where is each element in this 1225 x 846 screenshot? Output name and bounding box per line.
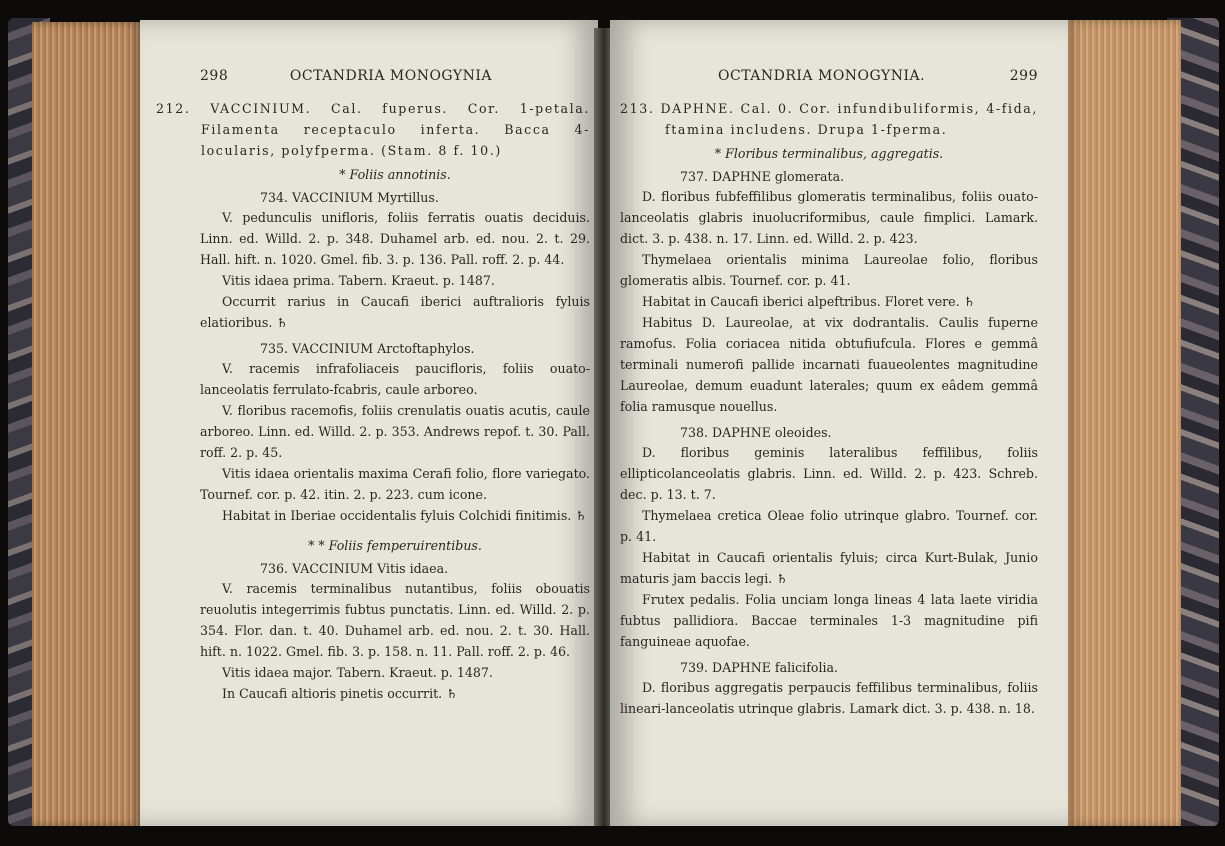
- text-739-1: D. floribus aggregatis perpaucis feffilibus terminalibus, foliis lineari-lanceolatis utrinque glabris. Lamark dict. 3. p. 438. n. 18.: [620, 680, 1038, 716]
- genus-vaccinium: 212. VACCINIUM. Cal. fuperus. Cor. 1-petala. Filamenta receptaculo inferta. Bacca 4-locularis, polyfperma. (Stam. 8 f. 10.): [156, 101, 590, 158]
- text-738-4: Frutex pedalis. Folia unciam longa lineas 4 lata laete viridia fubtus pallidiora. Baccae terminales 1-3 magnitudine pifi fanguineae aquofae.: [620, 592, 1038, 649]
- right-page: [610, 20, 1068, 826]
- text-736-2: Vitis idaea major. Tabern. Kraeut. p. 1487.: [222, 665, 493, 680]
- subhead-floribus-terminalibus: * Floribus terminalibus, aggregatis.: [714, 146, 944, 161]
- heading-735: 735. VACCINIUM Arctoftaphylos.: [260, 341, 475, 356]
- right-running-head: [620, 68, 1038, 84]
- left-running-head: [200, 68, 590, 84]
- genus-daphne: 213. DAPHNE. Cal. 0. Cor. infundibuliformis, 4-fida, ftamina includens. Drupa 1-fperma.: [620, 101, 1038, 137]
- text-734-3: Occurrit rarius in Caucafi iberici auftralioris fyluis elatioribus. ♄: [200, 294, 590, 330]
- heading-738: 738. DAPHNE oleoides.: [680, 425, 832, 440]
- right-page-edges: [1066, 20, 1181, 826]
- subhead-foliis-annotinis: * Foliis annotinis.: [339, 167, 451, 182]
- text-738-2: Thymelaea cretica Oleae folio utrinque glabro. Tournef. cor. p. 41.: [620, 508, 1038, 544]
- text-734-1: V. pedunculis unifloris, foliis ferratis ouatis deciduis. Linn. ed. Willd. 2. p. 348. Duhamel arb. ed. nou. 2. t. 29. Hall. hift. n. 1020. Gmel. fib. 3. p. 136. Pall. roff. 2. p. 44.: [200, 210, 590, 267]
- text-735-4: Habitat in Iberiae occidentalis fyluis Colchidi finitimis. ♄: [222, 508, 587, 523]
- text-735-1: V. racemis infrafoliaceis paucifloris, foliis ouato-lanceolatis ferrulato-fcabris, caule arboreo.: [200, 361, 590, 397]
- left-page-number: 298: [200, 68, 229, 84]
- subhead-foliis-femperuirentibus: * * Foliis femperuirentibus.: [308, 538, 482, 553]
- text-737-4: Habitus D. Laureolae, at vix dodrantalis. Caulis fuperne ramofus. Folia coriacea nitida obtufiufcula. Flores e gemmâ terminali numerofi pallide incarnati fuaueolentes magnitudine Laureolae, demum euadunt laterales; quum ex eâdem gemmâ folia ramusque nouellus.: [620, 315, 1038, 414]
- text-735-2: V. floribus racemofis, foliis crenulatis ouatis acutis, caule arboreo. Linn. ed. Willd. 2. p. 353. Andrews repof. t. 30. Pall. roff. 2. p. 45.: [200, 403, 590, 460]
- heading-736: 736. VACCINIUM Vitis idaea.: [260, 561, 449, 576]
- text-736-3: In Caucafi altioris pinetis occurrit. ♄: [222, 686, 458, 701]
- right-page-number: 299: [1009, 68, 1038, 84]
- text-737-3: Habitat in Caucafi iberici alpeftribus. Floret vere. ♄: [642, 294, 975, 309]
- text-737-2: Thymelaea orientalis minima Laureolae folio, floribus glomeratis albis. Tournef. cor. p. 41.: [620, 252, 1038, 288]
- left-page: [140, 20, 598, 826]
- text-738-1: D. floribus geminis lateralibus feffilibus, foliis ellipticolanceolatis glabris. Linn. ed. Willd. 2. p. 423. Schreb. dec. p. 13. t. 7.: [620, 445, 1038, 502]
- left-page-edges: [32, 22, 142, 826]
- text-737-1: D. floribus fubfeffilibus glomeratis terminalibus, foliis ouato-lanceolatis glabris inuolucriformibus, caule fimplici. Lamark. dict. 3. p. 438. n. 17. Linn. ed. Willd. 2. p. 423.: [620, 189, 1038, 246]
- text-736-1: V. racemis terminalibus nutantibus, foliis obouatis reuolutis integerrimis fubtus punctatis. Linn. ed. Willd. 2. p. 354. Flor. dan. t. 40. Duhamel arb. ed. nou. 2. t. 30. Hall. hift. n. 1022. Gmel. fib. 3. p. 158. n. 11. Pall. roff. 2. p. 46.: [200, 581, 590, 659]
- text-738-3: Habitat in Caucafi orientalis fyluis; circa Kurt-Bulak, Junio maturis jam baccis legi. ♄: [620, 550, 1038, 586]
- text-734-2: Vitis idaea prima. Tabern. Kraeut. p. 1487.: [222, 273, 495, 288]
- heading-739: 739. DAPHNE falicifolia.: [680, 660, 839, 675]
- heading-734: 734. VACCINIUM Myrtillus.: [260, 190, 439, 205]
- text-735-3: Vitis idaea orientalis maxima Cerafi folio, flore variegato. Tournef. cor. p. 42. itin. 2. p. 223. cum icone.: [200, 466, 590, 502]
- left-head-title: OCTANDRIA MONOGYNIA: [289, 68, 492, 84]
- heading-737: 737. DAPHNE glomerata.: [680, 169, 845, 184]
- right-head-title: OCTANDRIA MONOGYNIA.: [718, 68, 926, 84]
